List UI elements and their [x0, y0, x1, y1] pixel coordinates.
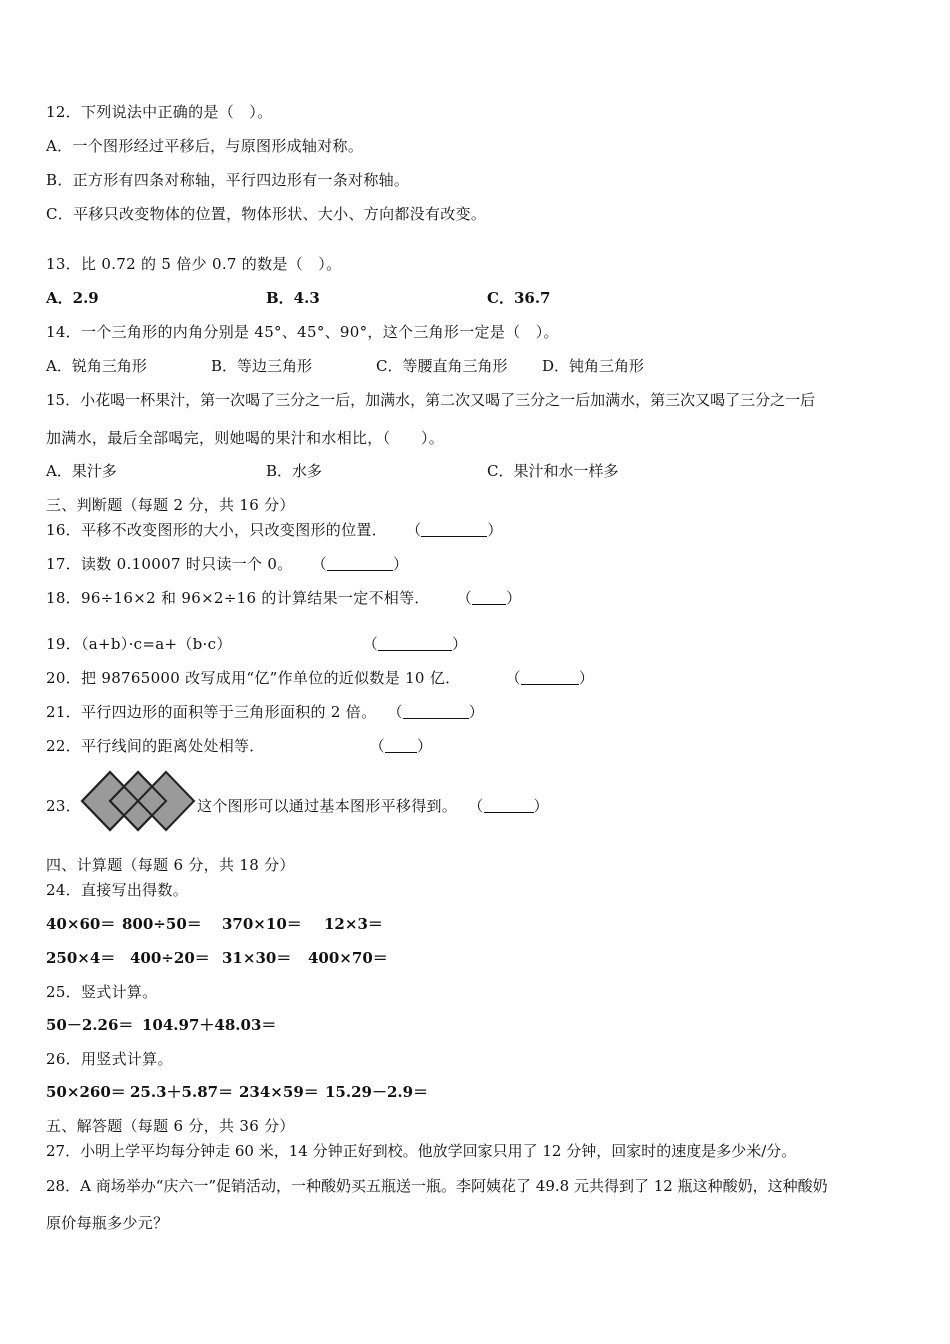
q25-item: 104.97＋48.03＝ — [142, 1016, 277, 1034]
translated-diamonds-figure — [80, 770, 196, 832]
q26-item: 234×59＝ — [239, 1083, 319, 1101]
q19-answer-blank[interactable] — [378, 636, 452, 651]
q28-line1: 28．A 商场举办“庆六一”促销活动，一种酸奶买五瓶送一瓶。李阿姨花了 49.8 元共得到了 12 瓶这种酸奶，这种酸奶 — [46, 1177, 828, 1195]
q28-line2: 原价每瓶多少元？ — [46, 1214, 169, 1232]
q24-item: 370×10＝ — [222, 915, 302, 933]
q13-option-b: B．4.3 — [266, 289, 320, 307]
q21: 21．平行四边形的面积等于三角形面积的 2 倍。 （ ） — [46, 703, 485, 721]
q14-option-c: C．等腰直角三角形 — [376, 357, 508, 375]
q25-item: 50－2.26＝ — [46, 1016, 134, 1034]
q24-item: 12×3＝ — [324, 915, 383, 933]
q15-line2: 加满水，最后全部喝完，则她喝的果汁和水相比，（ ）。 — [46, 429, 445, 447]
q27: 27．小明上学平均每分钟走 60 米，14 分钟正好到校。他放学回家只用了 12 分钟，回家时的速度是多少米/分。 — [46, 1142, 797, 1160]
section-3-heading: 三、判断题（每题 2 分，共 16 分） — [46, 496, 295, 514]
q22-answer-blank[interactable] — [385, 738, 417, 753]
section-4-heading: 四、计算题（每题 6 分，共 18 分） — [46, 856, 295, 874]
q18: 18．96÷16×2 和 96×2÷16 的计算结果一定不相等． （ ） — [46, 589, 522, 607]
q12-option-a: A．一个图形经过平移后，与原图形成轴对称。 — [46, 137, 364, 155]
q15-option-c: C．果汁和水一样多 — [487, 462, 619, 480]
q14-option-a: A．锐角三角形 — [46, 357, 147, 375]
q16: 16．平移不改变图形的大小，只改变图形的位置． （ ） — [46, 521, 503, 539]
q17-answer-blank[interactable] — [327, 556, 393, 571]
q26-stem: 26．用竖式计算。 — [46, 1050, 173, 1068]
q24-item: 40×60＝ — [46, 915, 116, 933]
q18-answer-blank[interactable] — [472, 590, 506, 605]
q12-option-b: B．正方形有四条对称轴，平行四边形有一条对称轴。 — [46, 171, 410, 189]
q21-answer-blank[interactable] — [403, 704, 469, 719]
q24-item: 400×70＝ — [308, 949, 388, 967]
q24-item: 800÷50＝ — [122, 915, 202, 933]
q23-answer-blank[interactable] — [484, 798, 534, 813]
q13-option-c: C．36.7 — [487, 289, 551, 307]
q20: 20．把 98765000 改写成用“亿”作单位的近似数是 10 亿． （ ） — [46, 669, 595, 687]
section-5-heading: 五、解答题（每题 6 分，共 36 分） — [46, 1117, 295, 1135]
q25-stem: 25．竖式计算。 — [46, 983, 158, 1001]
q16-answer-blank[interactable] — [421, 522, 487, 537]
q23-number: 23． — [46, 797, 81, 815]
q22: 22．平行线间的距离处处相等． （ ） — [46, 737, 433, 755]
q14-option-b: B．等边三角形 — [211, 357, 313, 375]
q26-item: 50×260＝ — [46, 1083, 126, 1101]
q24-item: 400÷20＝ — [130, 949, 210, 967]
q20-answer-blank[interactable] — [521, 670, 579, 685]
q19: 19．（a+b）·c=a+（b·c） （ ） — [46, 635, 468, 653]
q26-item: 15.29－2.9＝ — [325, 1083, 429, 1101]
q12-stem: 12．下列说法中正确的是（ ）。 — [46, 103, 273, 121]
q23-text: 这个图形可以通过基本图形平移得到。 （ ） — [197, 797, 549, 815]
q12-option-c: C．平移只改变物体的位置，物体形状、大小、方向都没有改变。 — [46, 205, 487, 223]
q13-stem: 13．比 0.72 的 5 倍少 0.7 的数是（ ）。 — [46, 255, 342, 273]
q14-option-d: D．钝角三角形 — [542, 357, 645, 375]
q15-option-a: A．果汁多 — [46, 462, 117, 480]
q26-item: 25.3＋5.87＝ — [130, 1083, 234, 1101]
q14-stem: 14．一个三角形的内角分别是 45°、45°、90°，这个三角形一定是（ ）。 — [46, 323, 559, 341]
q15-option-b: B．水多 — [266, 462, 323, 480]
q17: 17．读数 0.10007 时只读一个 0。 （ ） — [46, 555, 409, 573]
q24-item: 31×30＝ — [222, 949, 292, 967]
q24-item: 250×4＝ — [46, 949, 116, 967]
q15-line1: 15．小花喝一杯果汁，第一次喝了三分之一后，加满水，第二次又喝了三分之一后加满水，第三次又喝了三分之一后 — [46, 391, 816, 409]
q24-stem: 24．直接写出得数。 — [46, 881, 189, 899]
q13-option-a: A．2.9 — [46, 289, 99, 307]
